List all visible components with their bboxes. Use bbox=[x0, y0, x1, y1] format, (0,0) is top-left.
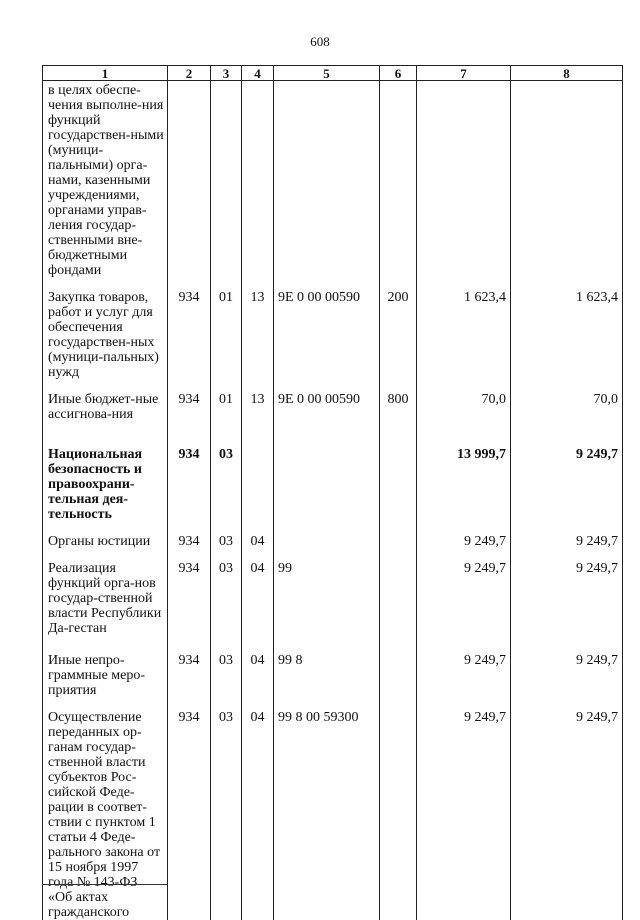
cell-col-4: 13 bbox=[242, 278, 274, 380]
cell-col-8: 9 249,7 bbox=[511, 522, 623, 549]
page-number: 608 bbox=[310, 34, 330, 49]
table-row bbox=[43, 522, 623, 549]
row-name: Органы юстиции bbox=[43, 522, 168, 549]
table-row bbox=[43, 81, 623, 279]
cell-col-7: 9 249,7 bbox=[417, 522, 511, 549]
cell-col-6: 800 bbox=[380, 380, 417, 435]
table-row bbox=[43, 380, 623, 435]
cell-col-2: 934 bbox=[168, 698, 211, 920]
cell-col-2: 934 bbox=[168, 641, 211, 698]
cell-col-6 bbox=[380, 698, 417, 920]
cell-col-4: 04 bbox=[242, 522, 274, 549]
header-col-1: 1 bbox=[43, 66, 168, 81]
cell-col-5 bbox=[274, 522, 380, 549]
cell-col-3: 03 bbox=[211, 698, 242, 920]
header-col-6: 6 bbox=[380, 66, 417, 81]
row-name: Реализация функций орга-нов государ-ственной власти Республики Да-гестан bbox=[43, 549, 168, 641]
row-name: в целях обеспе-чения выполне-ния функций государствен-ными (муници-пальными) орга-нами, казенными учреждениями, органами управ-ления государ-ственными вне-бюджетными фондами bbox=[43, 81, 168, 279]
cell-col-8: 9 249,7 bbox=[511, 641, 623, 698]
table-row bbox=[43, 549, 623, 641]
cell-col-8: 9 249,7 bbox=[511, 698, 623, 920]
cell-col-2: 934 bbox=[168, 522, 211, 549]
cell-col-6 bbox=[380, 435, 417, 522]
cell-col-2 bbox=[168, 81, 211, 279]
cell-col-5: 9Е 0 00 00590 bbox=[274, 278, 380, 380]
cell-col-3: 03 bbox=[211, 522, 242, 549]
cell-col-8: 1 623,4 bbox=[511, 278, 623, 380]
cell-col-7 bbox=[417, 81, 511, 279]
cell-col-4: 04 bbox=[242, 549, 274, 641]
cell-col-5: 99 8 00 59300 bbox=[274, 698, 380, 920]
cell-col-7: 9 249,7 bbox=[417, 698, 511, 920]
row-name: Национальная безопасность и правоохрани-тельная дея-тельность bbox=[43, 435, 168, 522]
cell-col-3: 01 bbox=[211, 380, 242, 435]
table-header-row bbox=[43, 66, 623, 81]
cell-col-7: 70,0 bbox=[417, 380, 511, 435]
cell-col-3: 03 bbox=[211, 435, 242, 522]
cell-col-3: 01 bbox=[211, 278, 242, 380]
table-row bbox=[43, 698, 623, 920]
cell-col-3: 03 bbox=[211, 549, 242, 641]
header-col-3: 3 bbox=[211, 66, 242, 81]
row-name: Иные бюджет-ные ассигнова-ния bbox=[43, 380, 168, 435]
cell-col-5 bbox=[274, 435, 380, 522]
cell-col-7: 9 249,7 bbox=[417, 641, 511, 698]
cell-col-8 bbox=[511, 81, 623, 279]
header-col-4: 4 bbox=[242, 66, 274, 81]
header-col-8: 8 bbox=[511, 66, 623, 81]
row-name: Осуществление переданных ор-ганам государ-ственной власти субъектов Рос-сийской Феде-рации в соответ-ствии с пунктом 1 статьи 4 Феде-рального закона от 15 ноября 1997 года № 143-ФЗ «Об актах гражданского bbox=[43, 698, 168, 920]
header-col-5: 5 bbox=[274, 66, 380, 81]
header-col-7: 7 bbox=[417, 66, 511, 81]
cell-col-7: 1 623,4 bbox=[417, 278, 511, 380]
row-name: Закупка товаров, работ и услуг для обеспечения государствен-ных (муници-пальных) нужд bbox=[43, 278, 168, 380]
cell-col-4: 04 bbox=[242, 641, 274, 698]
footnote-rule bbox=[42, 884, 168, 885]
cell-col-6 bbox=[380, 549, 417, 641]
row-name: Иные непро-граммные меро-приятия bbox=[43, 641, 168, 698]
cell-col-2: 934 bbox=[168, 278, 211, 380]
cell-col-6: 200 bbox=[380, 278, 417, 380]
cell-col-7: 9 249,7 bbox=[417, 549, 511, 641]
budget-table bbox=[42, 65, 623, 920]
cell-col-3 bbox=[211, 81, 242, 279]
cell-col-5: 9Е 0 00 00590 bbox=[274, 380, 380, 435]
cell-col-2: 934 bbox=[168, 549, 211, 641]
cell-col-6 bbox=[380, 522, 417, 549]
cell-col-4: 04 bbox=[242, 698, 274, 920]
cell-col-6 bbox=[380, 641, 417, 698]
table-row bbox=[43, 435, 623, 522]
header-col-2: 2 bbox=[168, 66, 211, 81]
cell-col-5: 99 8 bbox=[274, 641, 380, 698]
cell-col-8: 9 249,7 bbox=[511, 435, 623, 522]
cell-col-2: 934 bbox=[168, 380, 211, 435]
cell-col-3: 03 bbox=[211, 641, 242, 698]
cell-col-6 bbox=[380, 81, 417, 279]
cell-col-8: 70,0 bbox=[511, 380, 623, 435]
cell-col-5: 99 bbox=[274, 549, 380, 641]
cell-col-8: 9 249,7 bbox=[511, 549, 623, 641]
cell-col-7: 13 999,7 bbox=[417, 435, 511, 522]
cell-col-4 bbox=[242, 435, 274, 522]
cell-col-4: 13 bbox=[242, 380, 274, 435]
cell-col-5 bbox=[274, 81, 380, 279]
table-row bbox=[43, 641, 623, 698]
table-row bbox=[43, 278, 623, 380]
cell-col-4 bbox=[242, 81, 274, 279]
cell-col-2: 934 bbox=[168, 435, 211, 522]
